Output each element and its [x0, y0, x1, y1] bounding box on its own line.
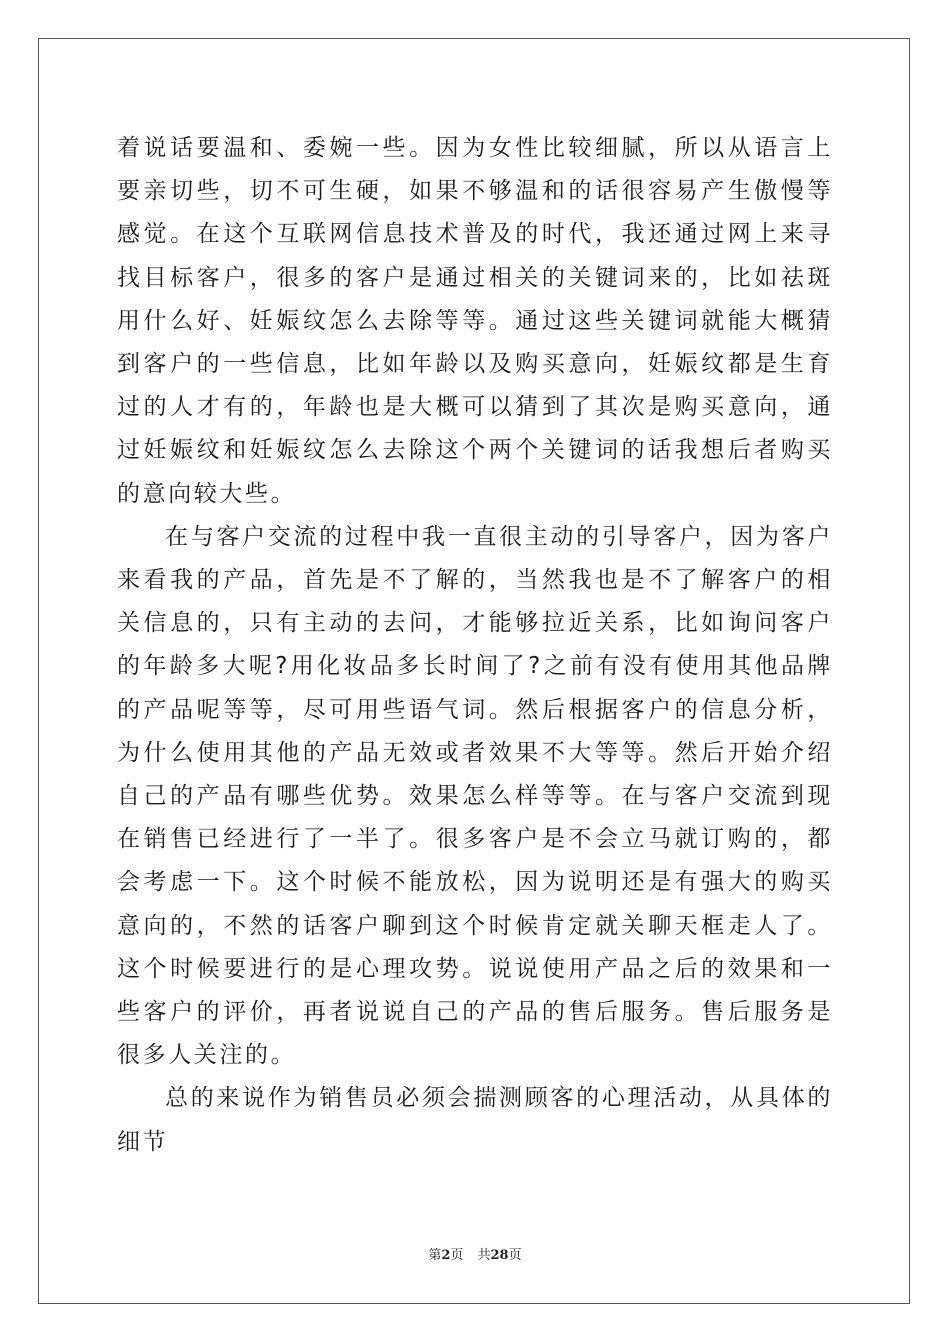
- total-prefix: 共: [477, 1248, 491, 1263]
- paragraph-2: 在与客户交流的过程中我一直很主动的引导客户，因为客户来看我的产品，首先是不了解的，当然我也是不了解客户的相关信息的，只有主动的去问，才能够拉近关系，比如询问客户的年龄多大呢?用化妆品多长时间了?之前有没有使用其他品牌的产品呢等等，尽可用些语气词。然后根据客户的信息分析，为什么使用其他的产品无效或者效果不大等等。然后开始介绍自己的产品有哪些优势。效果怎么样等等。在与客户交流到现在销售已经进行了一半了。很多客户是不会立马就订购的，都会考虑一下。这个时候不能放松，因为说明还是有强大的购买意向的，不然的话客户聊到这个时候肯定就关聊天框走人了。这个时候要进行的是心理攻势。说说使用产品之后的效果和一些客户的评价，再者说说自己的产品的售后服务。售后服务是很多人关注的。: [117, 523, 833, 1069]
- current-page-number: 2: [441, 1248, 451, 1263]
- document-body: [117, 127, 833, 1164]
- paragraph-3: 总的来说作为销售员必须会揣测顾客的心理活动，从具体的细节: [117, 1085, 833, 1155]
- page-footer: [0, 1247, 950, 1265]
- page-prefix: 第: [428, 1248, 442, 1263]
- total-suffix: 页: [508, 1248, 522, 1263]
- paragraph-1: 着说话要温和、委婉一些。因为女性比较细腻，所以从语言上要亲切些，切不可生硬，如果不够温和的话很容易产生傲慢等感觉。在这个互联网信息技术普及的时代，我还通过网上来寻找目标客户，很多的客户是通过相关的关键词来的，比如祛斑用什么好、妊娠纹怎么去除等等。通过这些关键词就能大概猜到客户的一些信息，比如年龄以及购买意向，妊娠纹都是生育过的人才有的，年龄也是大概可以猜到了其次是购买意向，通过妊娠纹和妊娠纹怎么去除这个两个关键词的话我想后者购买的意向较大些。: [117, 135, 833, 507]
- page-suffix: 页: [450, 1248, 464, 1263]
- total-pages-number: 28: [490, 1248, 509, 1263]
